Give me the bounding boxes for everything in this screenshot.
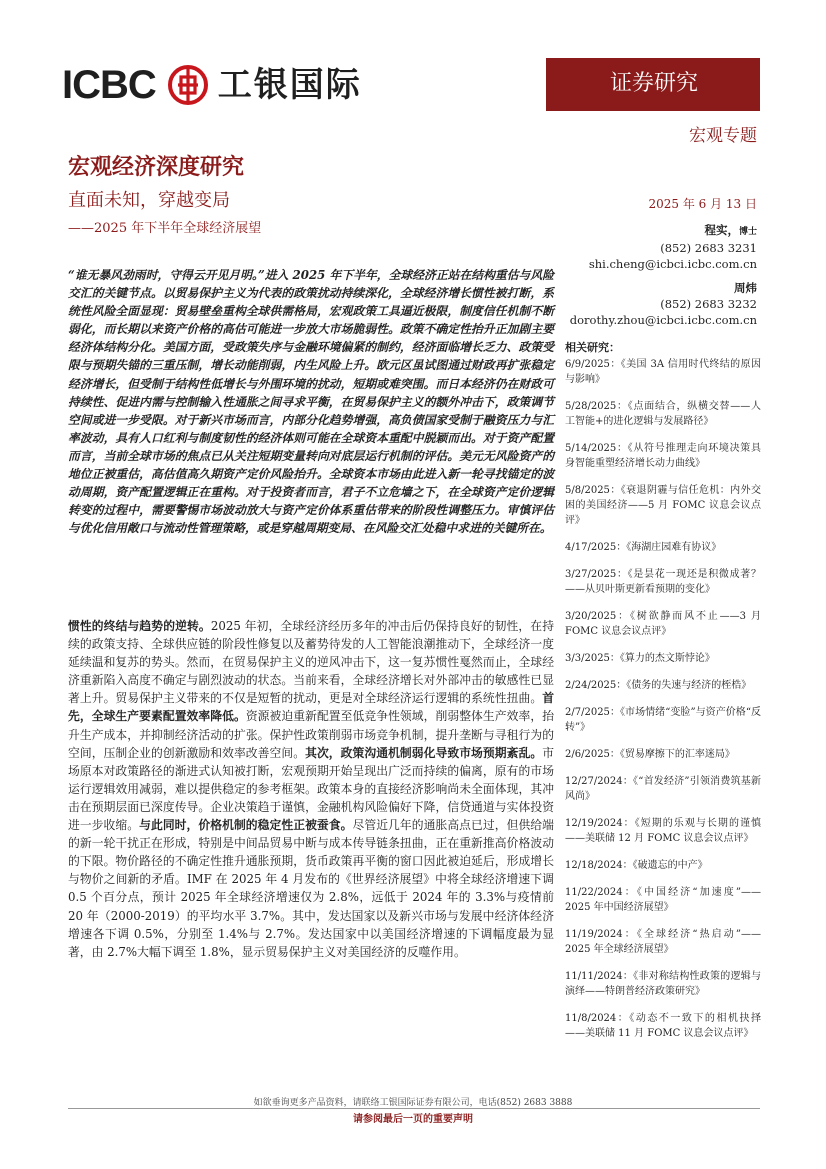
related-research-item[interactable]: 4/17/2025：《海湖庄园难有协议》 bbox=[565, 542, 722, 553]
paragraph-lead: 首先，全球生产要素配置效率降低。 bbox=[68, 691, 554, 724]
section-tag: 宏观专题 bbox=[689, 126, 757, 146]
author-title: 博士 bbox=[738, 227, 757, 237]
category-banner: 证券研究 bbox=[546, 58, 760, 110]
author-email[interactable]: shi.cheng@icbci.icbc.com.cn bbox=[588, 257, 757, 271]
related-research-item[interactable]: 12/19/2024：《短期的乐观与长期的谨慎——美联储 12 月 FOMC 议息会议点评》 bbox=[565, 818, 761, 844]
footer-disclaimer-notice[interactable]: 请参阅最后一页的重要声明 bbox=[353, 1114, 473, 1125]
related-research-item[interactable]: 6/9/2025：《美国 3A 信用时代终结的原因与影响》 bbox=[565, 359, 761, 385]
related-research-item[interactable]: 2/6/2025：《贸易摩擦下的汇率迷局》 bbox=[565, 749, 735, 760]
author-email[interactable]: dorothy.zhou@icbci.icbc.com.cn bbox=[569, 313, 757, 327]
related-research-item[interactable]: 11/8/2024：《动态不一致下的相机抉择——美联储 11 月 FOMC 议息会议点评》 bbox=[565, 1013, 761, 1039]
report-title: 宏观经济深度研究 bbox=[68, 154, 245, 180]
paragraph-lead: 其次，政策沟通机制弱化导致市场预期紊乱。 bbox=[305, 745, 543, 760]
author-phone: (852) 2683 3232 bbox=[660, 297, 757, 311]
related-research-item[interactable]: 5/8/2025：《衰退阴霾与信任危机：内外交困的美国经济——5 月 FOMC 议息会议点评》 bbox=[565, 485, 761, 526]
paragraph-text: 2025 年初，全球经济经历多年的冲击后仍保持良好的韧性，在持续的政策支持、全球供应链的阶段性修复以及蓄势待发的人工智能浪潮推动下，全球经济一度延续温和复苏的势头。然而，在贸易保护主义的逆风冲击下，这一复苏惯性戛然而止，全球经济重新陷入高度不确定与剧烈波动的状态。当前来看，全球经济增长对外部冲击的敏感性已显著上升。贸易保护主义带来的不仅是短暂的扰动，更是对全球经济运行逻辑的系统性扭曲。 bbox=[68, 619, 554, 706]
paragraph-lead: 惯性的终结与趋势的逆转。 bbox=[68, 619, 211, 633]
footer-divider bbox=[68, 1108, 760, 1109]
related-research-item[interactable]: 2/24/2025：《债务的失速与经济的桎梏》 bbox=[565, 680, 752, 691]
related-research bbox=[565, 340, 761, 1053]
related-research-item[interactable]: 11/19/2024：《全球经济“热启动”——2025 年全球经济展望》 bbox=[565, 929, 761, 955]
report-date: 2025 年 6 月 13 日 bbox=[648, 197, 757, 211]
related-research-item[interactable]: 3/27/2025：《是昙花一现还是积微成著？——从贝叶斯更新看预期的变化》 bbox=[565, 569, 761, 595]
related-research-item[interactable]: 3/3/2025：《算力的杰文斯悖论》 bbox=[565, 653, 715, 664]
author-name-line: 程实，博士 bbox=[704, 223, 757, 237]
related-research-list bbox=[565, 357, 761, 1041]
related-research-item[interactable]: 12/18/2024：《破遗忘的中产》 bbox=[565, 860, 708, 871]
report-subtitle-secondary: ——2025 年下半年全球经济展望 bbox=[68, 221, 262, 236]
footer-contact: 如欲垂询更多产品资料，请联络工银国际证券有限公司，电话(852) 2683 3888 bbox=[253, 1098, 573, 1108]
related-research-item[interactable]: 5/28/2025：《点面结合，纵横交替——人工智能+的进化逻辑与发展路径》 bbox=[565, 401, 761, 427]
banner-divider bbox=[546, 110, 760, 111]
author-name: 程实 bbox=[704, 223, 728, 237]
author-name: 周炜 bbox=[734, 281, 757, 295]
logo-chinese-text: 工银国际 bbox=[217, 65, 362, 105]
executive-summary: “谁无暴风劲雨时，守得云开见月明。”进入 2025 年下半年，全球经济正站在结构重估与风险交汇的关键节点。以贸易保护主义为代表的政策扰动持续深化，全球经济增长惯性被打断，系统性风险全面显现：贸易壁垒重构全球供需格局，宏观政策工具逼近极限，制度信任机制不断弱化，而长期以来资产价格的高估可能进一步放大市场脆弱性。政策不确定性抬升正加剧主要经济体结构分化。美国方面，受政策失序与金融环境偏紧的制约，经济面临增长乏力、政策受限与预期失锚的三重压制，增长动能削弱，内生风险上升。欧元区虽试图通过财政再扩张稳定经济增长，但受制于结构性低增长与外围环境的扰动，短期或难突围。而日本经济仍在财政可持续性、促进内需与控制输入性通胀之间寻求平衡，在贸易保护主义的额外冲击下，政策调节空间或进一步受限。对于新兴市场而言，内部分化趋势增强，高负债国家受制于融资压力与汇率波动，具有人口红利与制度韧性的经济体则可能在全球资本重配中脱颖而出。对于资产配置而言，当前全球市场的焦点已从关注短期变量转向对底层运行机制的评估。美元无风险资产的地位正被重估，高估值高久期资产定价风险抬升。全球资本市场由此进入新一轮寻找锚定的波动周期，资产配置逻辑正在重构。对于投资者而言，君子不立危墙之下，在全球资产定价逻辑转变的过程中，需要警惕市场波动放大与资产定价体系重估带来的阶段性调整压力。审慎评估与优化信用敞口与流动性管理策略，或是穿越周期变局、在风险交汇处稳中求进的关键所在。 bbox=[68, 268, 554, 536]
report-subtitle: 直面未知，穿越变局 bbox=[68, 190, 230, 211]
paragraph-lead: 与此同时，价格机制的稳定性正被蚕食。 bbox=[139, 818, 353, 833]
main-body bbox=[68, 617, 554, 961]
paragraph-text: 资源被迫重新配置至低竞争性领域，削弱整体生产效率，抬升生产成本，并抑制经济活动的扩张。保护性政策削弱市场竞争机制，提升垄断与寻租行为的空间，压制企业的创新激励和效率改善空间。 bbox=[68, 709, 554, 760]
author-1 bbox=[589, 222, 757, 272]
related-research-title: 相关研究： bbox=[565, 341, 620, 354]
author-2 bbox=[570, 280, 757, 328]
related-research-item[interactable]: 11/11/2024：《非对称结构性政策的逻辑与演绎——特朗普经济政策研究》 bbox=[565, 971, 761, 997]
logo-latin-text: ICBC bbox=[62, 63, 156, 107]
related-research-item[interactable]: 2/7/2025：《市场情绪“变脸”与资产价格“反转”》 bbox=[565, 707, 761, 733]
related-research-item[interactable]: 12/27/2024：《“首发经济”引领消费筑基新风尚》 bbox=[565, 776, 761, 802]
paragraph-text: 尽管近几年的通胀高点已过，但供给端的新一轮干扰正在形成，特别是中间品贸易中断与成本传导链条扭曲，正在重新推高价格波动的下限。物价路径的不确定性推升通胀预期，货币政策再平衡的窗口因此被迫延后，形成增长与物价之间新的矛盾。IMF 在 2025 年 4 月发布的《世界经济展望》中将全球经济增速下调 0.5 个百分点，预计 2025 年全球经济增速仅为 2.8%，远低于 2024 年的 3.3%与疫情前 20 年（2000-2019）的平均水平 3.7%。其中，发达国家以及新兴市场与发展中经济体经济增速各下调 0.5%，分别至 1.4%与 2.7%。发达国家中以美国经济增速的下调幅度最为显著，由 2.7%大幅下调至 1.8%，显示贸易保护主义对美国经济的反噬作用。 bbox=[68, 818, 554, 959]
related-research-item[interactable]: 11/22/2024：《中国经济“加速度”——2025 年中国经济展望》 bbox=[565, 887, 761, 913]
company-logo bbox=[62, 62, 362, 108]
related-research-item[interactable]: 3/20/2025：《树欲静而风不止——3 月 FOMC 议息会议点评》 bbox=[565, 611, 761, 637]
paragraph-text: 市场原本对政策路径的渐进式认知被打断，宏观预期开始呈现出广泛而持续的偏离，原有的市场运行逻辑效用减弱，难以提供稳定的参考框架。政策本身的直接经济影响尚未全面体现，其冲击在预期层面已深度传导。企业决策趋于谨慎，金融机构风险偏好下降，信贷通道与实体投资进一步收缩。 bbox=[68, 745, 554, 833]
author-phone: (852) 2683 3231 bbox=[660, 241, 757, 255]
icbc-emblem-icon bbox=[168, 65, 208, 105]
related-research-item[interactable]: 5/14/2025：《从符号推理走向环境决策具身智能重塑经济增长动力曲线》 bbox=[565, 443, 761, 469]
